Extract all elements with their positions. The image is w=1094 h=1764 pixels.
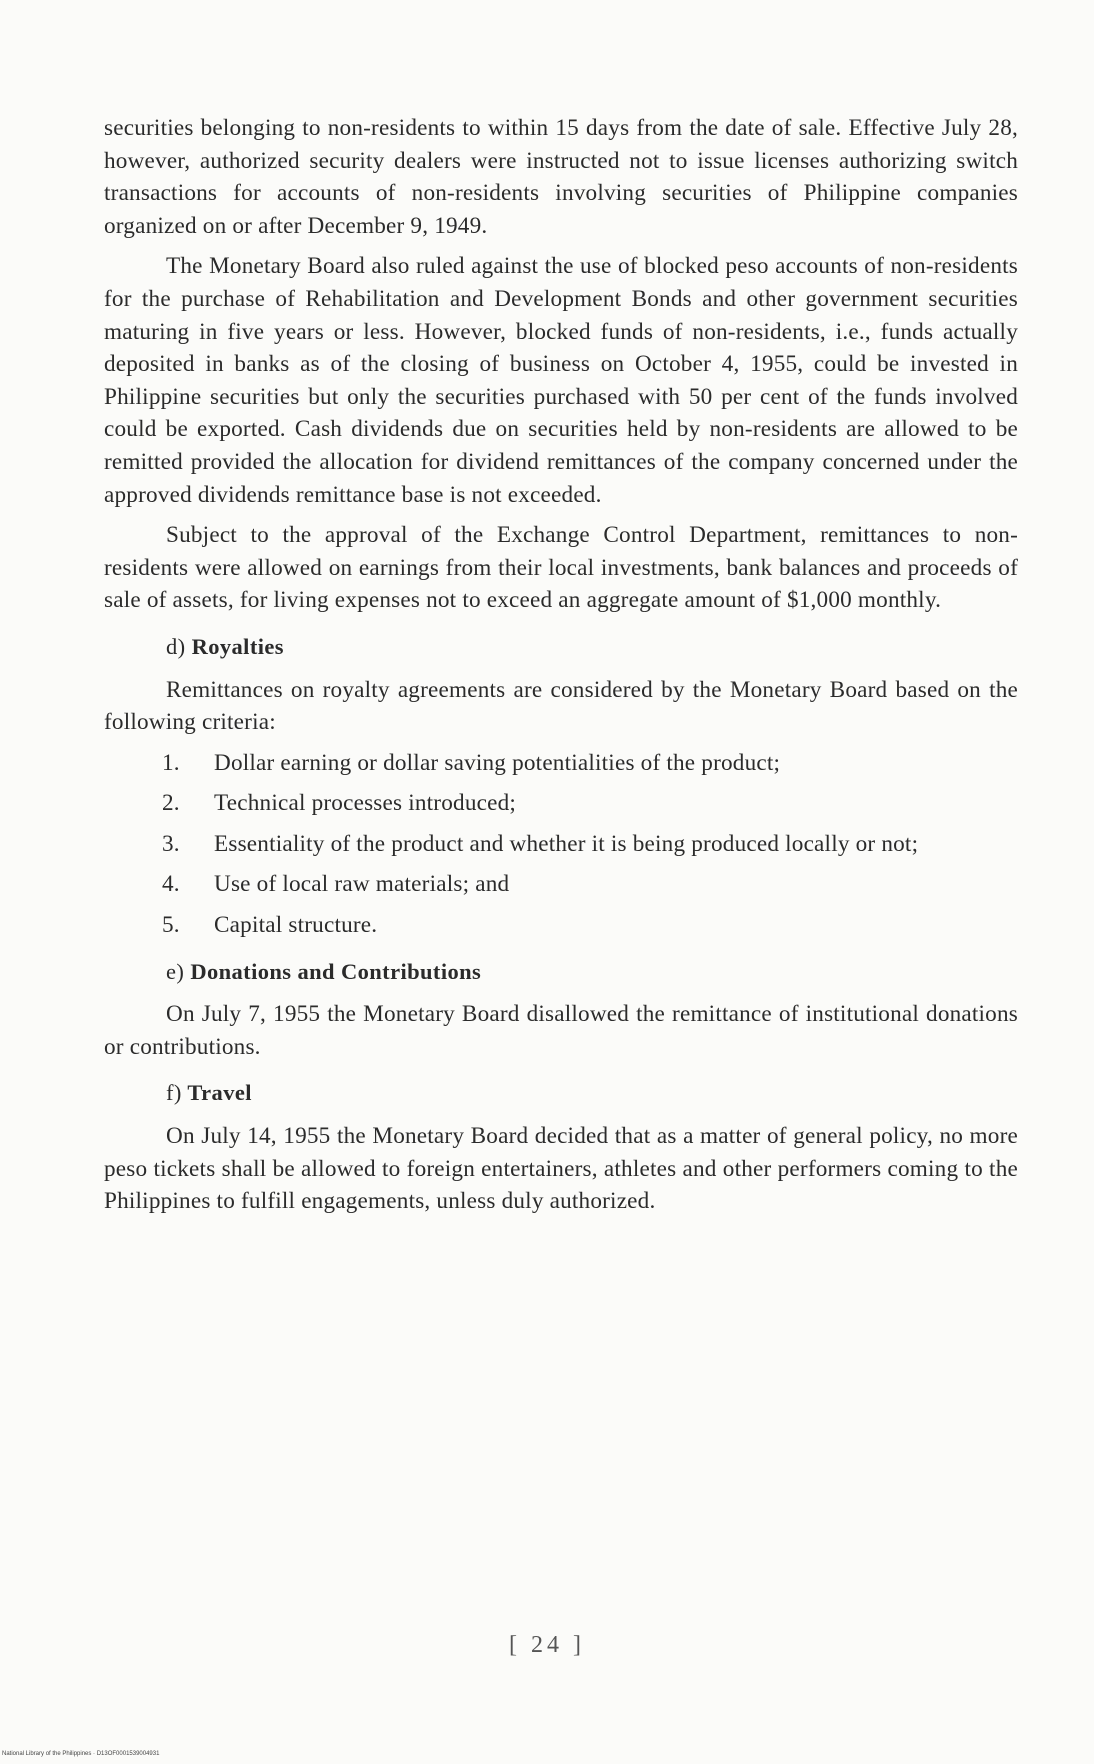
paragraph-securities-continued: securities belonging to non-residents to within 15 days from the date of sale. Effective July 28, however, authorized security dealers were instructed not to issue licenses authorizing switch transactions for accounts of non-residents involving securities of Philippine companies organized on or after December 9, 1949. [104,115,1018,239]
list-item [104,868,1018,901]
body-text [104,112,1018,1226]
paragraph-blocked-peso-accounts: The Monetary Board also ruled against the use of blocked peso accounts of non-residents for the purchase of Rehabilitation and Development Bonds and other government securities maturing in five years or less. However, blocked funds of non-residents, i.e., funds actually deposited in banks as of the closing of business on October 4, 1955, could be invested in Philippine securities but only the securities purchased with 50 per cent of the funds involved could be exported. Cash dividends due on securities held by non-residents are allowed to be remitted provided the allocation for dividend remittances of the company concerned under the approved dividends remittance base is not exceeded. [104,253,1018,508]
list-item-number: 3. [162,830,180,857]
royalty-criteria-list [104,747,1018,942]
paragraph-remittances-non-residents: Subject to the approval of the Exchange Control Department, remittances to non-residents were allowed on earnings from their local investments, bank balances and proceeds of sale of assets, for living expenses not to exceed an aggregate amount of $1,000 monthly. [104,522,1018,614]
list-item-number: 5. [162,912,180,939]
paragraph-travel: On July 14, 1955 the Monetary Board decided that as a matter of general policy, no more peso tickets shall be allowed to foreign entertainers, athletes and other performers coming to the Philippines to fulfill engagements, unless duly authorized. [104,1123,1018,1215]
page-number: [ 24 ] [509,1632,585,1658]
heading-donations [166,956,1018,989]
list-item-text: Dollar earning or dollar saving potentialities of the product; [214,749,781,776]
paragraph-royalties-intro: Remittances on royalty agreements are considered by the Monetary Board based on the following criteria: [104,676,1018,736]
archive-footer-note: National Library of the Philippines · D13OF0001539004931 [2,1751,160,1757]
list-item-text: Use of local raw materials; and [214,871,510,898]
list-item [104,747,1018,780]
list-item [104,909,1018,942]
heading-royalties [166,631,1018,664]
list-item [104,787,1018,820]
list-item-text: Technical processes introduced; [214,790,517,817]
list-item [104,828,1018,861]
paragraph-donations: On July 7, 1955 the Monetary Board disallowed the remittance of institutional donations or contributions. [104,1001,1018,1060]
heading-royalties-letter: d) [166,633,186,659]
list-item-text: Essentiality of the product and whether it is being produced locally or not; [214,830,919,857]
heading-travel-letter: f) [166,1080,182,1106]
heading-royalties-title: Royalties [191,633,284,659]
heading-travel-title: Travel [187,1080,252,1106]
heading-travel [166,1077,1018,1110]
list-item-number: 4. [162,871,180,898]
list-item-number: 2. [162,790,180,817]
heading-donations-letter: e) [166,958,185,984]
heading-donations-title: Donations and Contributions [190,958,482,984]
list-item-text: Capital structure. [214,912,378,939]
list-item-number: 1. [162,749,180,776]
